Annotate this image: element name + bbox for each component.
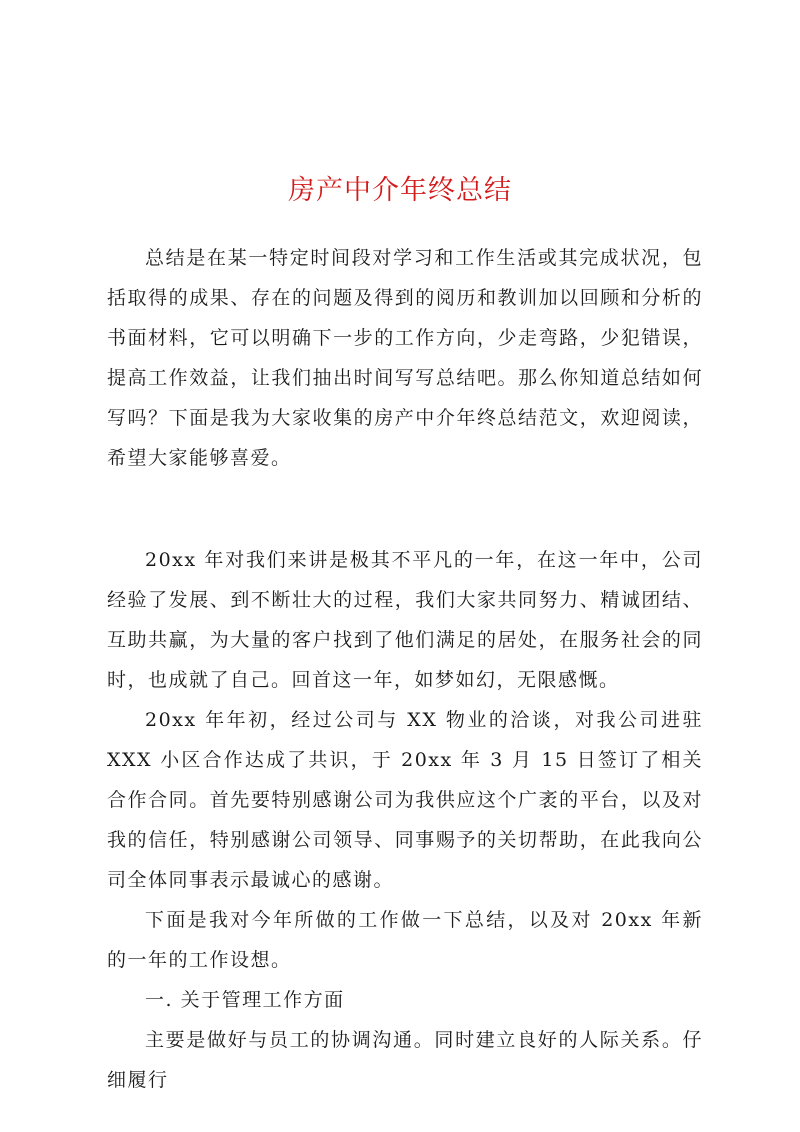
paragraph-summary-intro: 下面是我对今年所做的工作做一下总结，以及对 20xx 年新的一年的工作设想。: [107, 909, 703, 971]
page-title: 房产中介年终总结: [288, 175, 512, 206]
document-body: [107, 238, 703, 1100]
section-heading-management: 一. 关于管理工作方面: [145, 989, 345, 1011]
paragraph-year-review: 20xx 年对我们来讲是极其不平凡的一年，在这一年中，公司经验了发展、到不断壮大的过程，我们大家共同努力、精诚团结、互助共赢，为大量的客户找到了他们满足的居处，在服务社会的同时，也成就了自己。回首这一年，如梦如幻，无限感慨。: [107, 549, 703, 691]
paragraph-cooperation: 20xx 年年初，经过公司与 XX 物业的洽谈，对我公司进驻 XXX 小区合作达成了共识，于 20xx 年 3 月 15 日签订了相关合作合同。首先要特别感谢公司为我供应这个广袤的平台，以及对我的信任，特别感谢公司领导、同事赐予的关切帮助，在此我向公司全体同事表示最诚心的感谢。: [107, 709, 703, 891]
paragraph-management: 主要是做好与员工的协调沟通。同时建立良好的人际关系。仔细履行: [107, 1029, 703, 1091]
paragraph-intro: 总结是在某一特定时间段对学习和工作生活或其完成状况，包括取得的成果、存在的问题及得到的阅历和教训加以回顾和分析的书面材料，它可以明确下一步的工作方向，少走弯路，少犯错误，提高工作效益，让我们抽出时间写写总结吧。那么你知道总结如何写吗？下面是我为大家收集的房产中介年终总结范文，欢迎阅读，希望大家能够喜爱。: [107, 247, 703, 469]
